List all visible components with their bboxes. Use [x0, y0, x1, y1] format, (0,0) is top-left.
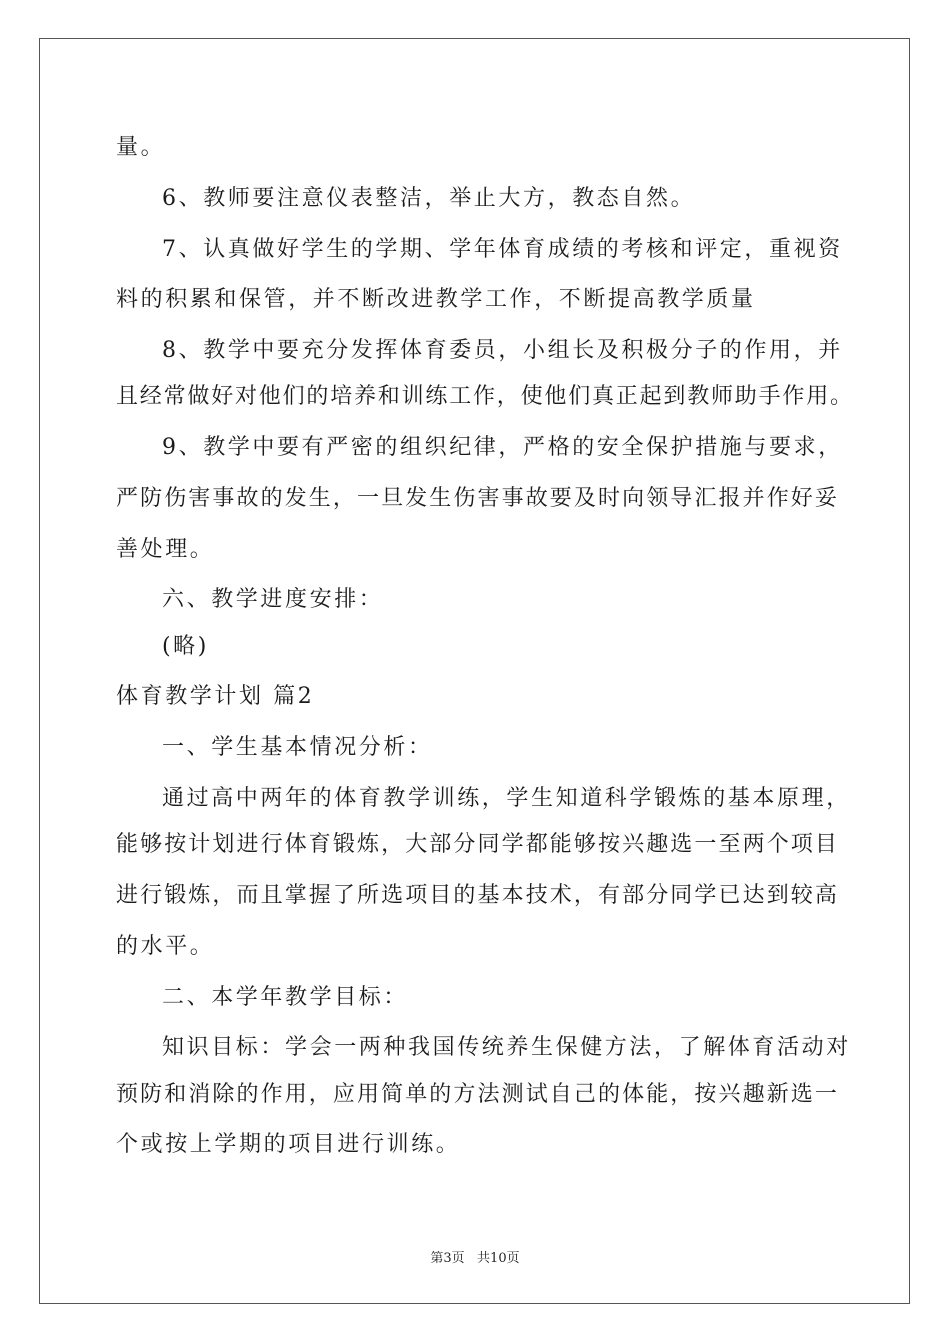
text-line: 个或按上学期的项目进行训练。 [116, 1132, 461, 1157]
text-line: 且经常做好对他们的培养和训练工作，使他们真正起到教师助手作用。 [116, 384, 854, 409]
text-line: 严防伤害事故的发生，一旦发生伤害事故要及时向领导汇报并作好妥 [116, 486, 840, 511]
text-line: 预防和消除的作用，应用简单的方法测试自己的体能，按兴趣新选一 [116, 1082, 840, 1107]
section-heading: 体育教学计划 篇2 [116, 684, 315, 709]
text-line: 善处理。 [116, 537, 215, 562]
text-line: 二、本学年教学目标： [162, 985, 409, 1010]
text-line: 料的积累和保管，并不断改进教学工作，不断提高教学质量 [116, 287, 756, 312]
text-line: 6、教师要注意仪表整洁，举止大方，教态自然。 [162, 186, 696, 211]
text-line: 7、认真做好学生的学期、学年体育成绩的考核和评定，重视资 [162, 237, 843, 262]
text-line: 的水平。 [116, 934, 215, 959]
text-line: 9、教学中要有严密的组织纪律，严格的安全保护措施与要求， [162, 435, 843, 460]
text-line: 知识目标：学会一两种我国传统养生保健方法，了解体育活动对 [162, 1035, 851, 1060]
text-line: 一、学生基本情况分析： [162, 735, 433, 760]
page-number: 第3页 共10页 [430, 1251, 520, 1266]
page-border [39, 38, 910, 1304]
text-line: 进行锻炼，而且掌握了所选项目的基本技术，有部分同学已达到较高 [116, 883, 840, 908]
text-line: 通过高中两年的体育教学训练，学生知道科学锻炼的基本原理， [162, 786, 851, 811]
text-line: 量。 [116, 135, 166, 160]
text-line: 六、教学进度安排： [162, 587, 384, 612]
text-line: 能够按计划进行体育锻炼，大部分同学都能够按兴趣选一至两个项目 [116, 832, 840, 857]
text-line: (略) [162, 634, 209, 659]
text-line: 8、教学中要充分发挥体育委员，小组长及积极分子的作用，并 [162, 338, 843, 363]
